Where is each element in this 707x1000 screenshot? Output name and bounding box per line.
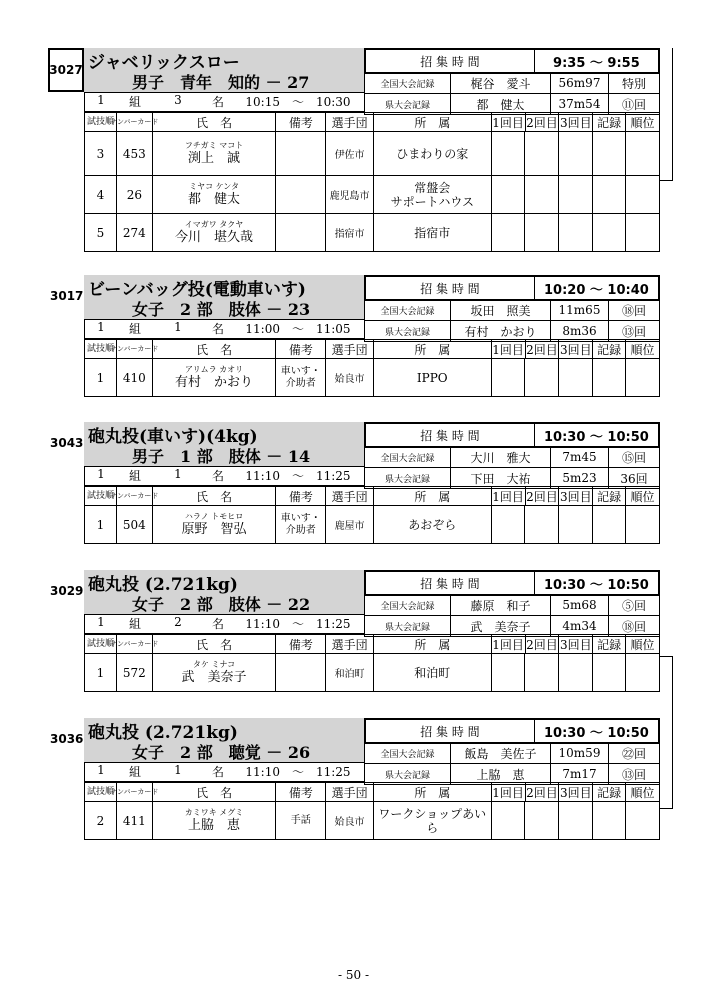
national-record-holder: 大川 雅大 <box>451 447 551 467</box>
event-class: 女子 2 部 聴覚 － 26 <box>132 743 311 762</box>
athlete-affiliation: 指宿市 <box>374 214 492 251</box>
header-rank: 順位 <box>630 342 655 357</box>
header-record: 記録 <box>593 487 626 505</box>
header-card: ナンバーカード <box>117 487 153 505</box>
athlete-name-cell <box>153 214 277 251</box>
header-order: 試技順 <box>85 113 117 131</box>
prefectural-record-label: 県大会記録 <box>365 94 451 114</box>
header-affiliation: 所 属 <box>374 783 492 801</box>
athlete-note <box>276 132 326 175</box>
rank-cell[interactable] <box>626 654 659 691</box>
record-cell[interactable] <box>593 176 626 213</box>
athlete-name-cell <box>153 654 277 691</box>
national-record-holder: 坂田 照美 <box>451 300 551 320</box>
records-box <box>364 275 660 342</box>
round1-cell[interactable] <box>492 654 526 691</box>
group-label: 組 <box>128 95 141 109</box>
athlete-affiliation: ワークショップあいら <box>374 802 492 839</box>
round2-cell[interactable] <box>525 176 559 213</box>
national-record-mark: 10m59 <box>551 743 609 763</box>
prefectural-record-row <box>365 616 659 636</box>
athlete-card-number: 411 <box>117 802 153 839</box>
header-order: 試技順 <box>85 487 117 505</box>
bracket-tick <box>660 656 673 657</box>
header-round1: 1回目 <box>492 340 526 358</box>
athlete-name: 有村 かおり <box>175 374 254 390</box>
group-row <box>84 319 364 339</box>
prefectural-record-mark: 4m34 <box>551 616 609 636</box>
header-team: 選手団 <box>326 635 374 653</box>
national-record-round: 特別 <box>621 76 646 91</box>
prefectural-record-label: 県大会記録 <box>365 616 451 636</box>
count-label: 名 <box>211 95 224 109</box>
event-title: 砲丸投 (2.721kg) <box>88 723 238 743</box>
athlete-team: 鹿児島市 <box>326 176 374 213</box>
national-record-mark: 56m97 <box>551 73 609 93</box>
prefectural-record-mark: 8m36 <box>551 321 609 341</box>
athlete-affiliation: あおぞら <box>374 506 492 543</box>
header-round2: 2回目 <box>526 783 560 801</box>
header-round2: 2回目 <box>526 635 560 653</box>
record-cell[interactable] <box>593 359 626 396</box>
group-row <box>84 762 364 782</box>
header-note: 備考 <box>276 340 326 358</box>
prefectural-record-round: ⑱回 <box>621 619 646 634</box>
round2-cell[interactable] <box>525 359 559 396</box>
athlete-affiliation: 和泊町 <box>374 654 492 691</box>
count-label: 名 <box>211 765 224 779</box>
event-number: 3036 <box>50 732 84 746</box>
athlete-note <box>276 214 326 251</box>
prefectural-record-mark: 5m23 <box>551 468 609 488</box>
header-card: ナンバーカード <box>117 340 153 358</box>
rank-cell[interactable] <box>626 506 659 543</box>
round3-cell[interactable] <box>559 214 593 251</box>
athlete-row <box>84 359 660 397</box>
group-count: 1 <box>174 763 182 777</box>
athlete-name: 上脇 恵 <box>188 817 241 833</box>
column-header <box>84 634 660 654</box>
records-box <box>364 422 660 489</box>
event-class: 女子 2 部 肢体 － 22 <box>132 595 311 614</box>
athlete-team: 和泊町 <box>326 654 374 691</box>
records-box <box>364 718 660 785</box>
header-note: 備考 <box>276 783 326 801</box>
round1-cell[interactable] <box>492 176 526 213</box>
round1-cell[interactable] <box>492 506 526 543</box>
records-box <box>364 570 660 637</box>
athlete-row <box>84 654 660 692</box>
round1-cell[interactable] <box>492 132 526 175</box>
athlete-name: 今川 堪久哉 <box>175 229 254 245</box>
prefectural-record-holder: 下田 大祐 <box>451 468 551 488</box>
athlete-kana: フチガミ マコト <box>184 140 244 150</box>
record-cell[interactable] <box>593 654 626 691</box>
callup-time: 10:30 ～ 10:50 <box>544 725 649 741</box>
national-record-mark: 7m45 <box>551 447 609 467</box>
athlete-row <box>84 132 660 176</box>
group-number: 1 <box>97 615 105 629</box>
group-time: 11:10 ～ 11:25 <box>245 469 351 483</box>
athlete-note <box>276 654 326 691</box>
group-number: 1 <box>97 93 105 107</box>
athlete-order: 1 <box>85 654 117 691</box>
header-rank: 順位 <box>630 785 655 800</box>
callup-label: 招 集 時 間 <box>366 277 535 299</box>
group-time: 11:10 ～ 11:25 <box>245 617 351 631</box>
athlete-name-cell <box>153 506 277 543</box>
athlete-order: 2 <box>85 802 117 839</box>
group-number: 1 <box>97 763 105 777</box>
event-number: 3029 <box>50 584 84 598</box>
prefectural-record-label: 県大会記録 <box>365 468 451 488</box>
event-title-box <box>84 275 364 319</box>
header-note: 備考 <box>276 113 326 131</box>
athlete-kana: アリムラ カオリ <box>184 364 244 374</box>
athlete-kana: カミワキ メグミ <box>184 807 244 817</box>
national-record-mark: 11m65 <box>551 300 609 320</box>
round3-cell[interactable] <box>559 506 593 543</box>
athlete-name: 都 健太 <box>188 191 241 207</box>
rank-cell[interactable] <box>626 802 659 839</box>
athlete-card-number: 504 <box>117 506 153 543</box>
group-number: 1 <box>97 320 105 334</box>
callup-time: 10:30 ～ 10:50 <box>544 577 649 593</box>
count-label: 名 <box>211 322 224 336</box>
header-name: 氏 名 <box>153 783 277 801</box>
header-order: 試技順 <box>85 783 117 801</box>
event-title: ビーンバッグ投(電動車いす) <box>88 280 306 300</box>
header-team: 選手団 <box>326 113 374 131</box>
event-number: 3017 <box>50 289 84 303</box>
group-label: 組 <box>128 322 141 336</box>
athlete-affiliation: ひまわりの家 <box>374 132 492 175</box>
callup-label: 招 集 時 間 <box>366 424 535 446</box>
records-box <box>364 48 660 115</box>
column-header <box>84 112 660 132</box>
athlete-note: 車いす・ 介助者 <box>276 506 326 543</box>
event-class: 男子 1 部 肢体 － 14 <box>132 447 311 466</box>
header-order: 試技順 <box>85 340 117 358</box>
athlete-team: 伊佐市 <box>326 132 374 175</box>
group-row <box>84 92 364 112</box>
round2-cell[interactable] <box>525 654 559 691</box>
event-title: 砲丸投 (2.721kg) <box>88 575 238 595</box>
national-record-label: 全国大会記録 <box>365 300 451 320</box>
column-header <box>84 486 660 506</box>
round2-cell[interactable] <box>525 506 559 543</box>
group-time: 10:15 ～ 10:30 <box>245 95 351 109</box>
prefectural-record-row <box>365 764 659 784</box>
national-record-label: 全国大会記録 <box>365 743 451 763</box>
header-round1: 1回目 <box>492 487 526 505</box>
header-note: 備考 <box>276 635 326 653</box>
group-row <box>84 466 364 486</box>
athlete-row <box>84 802 660 840</box>
athlete-team: 姶良市 <box>326 359 374 396</box>
record-cell[interactable] <box>593 132 626 175</box>
group-count: 1 <box>174 467 182 481</box>
athlete-order: 4 <box>85 176 117 213</box>
athlete-card-number: 453 <box>117 132 153 175</box>
round3-cell[interactable] <box>559 132 593 175</box>
header-rank: 順位 <box>630 489 655 504</box>
event-class: 女子 2 部 肢体 － 23 <box>132 300 311 319</box>
national-record-label: 全国大会記録 <box>365 73 451 93</box>
prefectural-record-holder: 武 美奈子 <box>451 616 551 636</box>
prefectural-record-row <box>365 321 659 341</box>
group-count: 1 <box>174 320 182 334</box>
prefectural-record-round: ⑬回 <box>621 767 646 782</box>
athlete-card-number: 26 <box>117 176 153 213</box>
bracket-line <box>672 48 673 180</box>
athlete-order: 5 <box>85 214 117 251</box>
athlete-name-cell <box>153 359 277 396</box>
event-class: 男子 青年 知的 － 27 <box>132 73 310 92</box>
callup-time: 10:20 ～ 10:40 <box>544 282 649 298</box>
athlete-card-number: 274 <box>117 214 153 251</box>
header-affiliation: 所 属 <box>374 487 492 505</box>
rank-cell[interactable] <box>626 214 659 251</box>
athlete-team: 姶良市 <box>326 802 374 839</box>
national-record-label: 全国大会記録 <box>365 595 451 615</box>
athlete-row <box>84 506 660 544</box>
national-record-round: ㉒回 <box>621 746 646 761</box>
prefectural-record-holder: 有村 かおり <box>451 321 551 341</box>
callup-label: 招 集 時 間 <box>366 720 535 742</box>
group-label: 組 <box>128 617 141 631</box>
header-name: 氏 名 <box>153 487 277 505</box>
prefectural-record-row <box>365 94 659 114</box>
header-record: 記録 <box>593 113 626 131</box>
athlete-row <box>84 176 660 214</box>
prefectural-record-holder: 都 健太 <box>451 94 551 114</box>
national-record-row <box>365 447 659 468</box>
header-card: ナンバーカード <box>117 113 153 131</box>
prefectural-record-round: ⑪回 <box>621 97 646 112</box>
prefectural-record-row <box>365 468 659 488</box>
header-name: 氏 名 <box>153 635 277 653</box>
callup-label: 招 集 時 間 <box>366 572 535 594</box>
athlete-name-cell <box>153 176 277 213</box>
header-note: 備考 <box>276 487 326 505</box>
round1-cell[interactable] <box>492 359 526 396</box>
header-round1: 1回目 <box>492 635 526 653</box>
national-record-row <box>365 300 659 321</box>
header-round2: 2回目 <box>526 340 560 358</box>
national-record-label: 全国大会記録 <box>365 447 451 467</box>
bracket-tick <box>660 808 673 809</box>
group-row <box>84 614 364 634</box>
athlete-name-cell <box>153 802 277 839</box>
header-round1: 1回目 <box>492 113 526 131</box>
national-record-holder: 梶谷 愛斗 <box>451 73 551 93</box>
header-affiliation: 所 属 <box>374 340 492 358</box>
round3-cell[interactable] <box>559 802 593 839</box>
prefectural-record-label: 県大会記録 <box>365 321 451 341</box>
national-record-row <box>365 743 659 764</box>
national-record-round: ⑤回 <box>621 598 646 613</box>
round2-cell[interactable] <box>525 802 559 839</box>
group-count: 2 <box>174 615 182 629</box>
header-round1: 1回目 <box>492 783 526 801</box>
round3-cell[interactable] <box>559 176 593 213</box>
callup-label: 招 集 時 間 <box>366 50 535 72</box>
round3-cell[interactable] <box>559 359 593 396</box>
header-rank: 順位 <box>630 637 655 652</box>
athlete-team: 鹿屋市 <box>326 506 374 543</box>
group-time: 11:10 ～ 11:25 <box>245 765 351 779</box>
athlete-order: 3 <box>85 132 117 175</box>
event-title-box <box>84 48 364 92</box>
athlete-name: 渕上 誠 <box>188 150 241 166</box>
header-affiliation: 所 属 <box>374 635 492 653</box>
header-round2: 2回目 <box>526 113 560 131</box>
prefectural-record-label: 県大会記録 <box>365 764 451 784</box>
callup-time: 9:35 ～ 9:55 <box>553 55 640 71</box>
column-header <box>84 339 660 359</box>
round1-cell[interactable] <box>492 802 526 839</box>
group-time: 11:00 ～ 11:05 <box>245 322 351 336</box>
header-card: ナンバーカード <box>117 783 153 801</box>
athlete-name: 原野 智弘 <box>181 521 247 537</box>
athlete-order: 1 <box>85 359 117 396</box>
athlete-kana: タケ ミナコ <box>192 659 236 669</box>
header-rank: 順位 <box>630 115 655 130</box>
header-round3: 3回目 <box>559 635 593 653</box>
prefectural-record-holder: 上脇 恵 <box>451 764 551 784</box>
header-record: 記録 <box>593 340 626 358</box>
event-title-box <box>84 570 364 614</box>
record-cell[interactable] <box>593 506 626 543</box>
header-name: 氏 名 <box>153 340 277 358</box>
header-round3: 3回目 <box>559 783 593 801</box>
header-record: 記録 <box>593 635 626 653</box>
athlete-name-cell <box>153 132 277 175</box>
bracket-tick <box>660 180 673 181</box>
national-record-holder: 飯島 美佐子 <box>451 743 551 763</box>
header-round3: 3回目 <box>559 487 593 505</box>
athlete-affiliation: IPPO <box>374 359 492 396</box>
count-label: 名 <box>211 617 224 631</box>
header-card: ナンバーカード <box>117 635 153 653</box>
header-name: 氏 名 <box>153 113 277 131</box>
national-record-row <box>365 595 659 616</box>
header-record: 記録 <box>593 783 626 801</box>
athlete-card-number: 572 <box>117 654 153 691</box>
group-label: 組 <box>128 469 141 483</box>
header-team: 選手団 <box>326 340 374 358</box>
national-record-round: ⑱回 <box>621 303 646 318</box>
rank-cell[interactable] <box>626 132 659 175</box>
prefectural-record-round: 36回 <box>620 471 648 486</box>
header-round3: 3回目 <box>559 113 593 131</box>
event-title-box <box>84 422 364 466</box>
round1-cell[interactable] <box>492 214 526 251</box>
athlete-card-number: 410 <box>117 359 153 396</box>
header-round3: 3回目 <box>559 340 593 358</box>
prefectural-record-round: ⑬回 <box>621 324 646 339</box>
prefectural-record-mark: 7m17 <box>551 764 609 784</box>
athlete-order: 1 <box>85 506 117 543</box>
page-number: - 50 - <box>337 968 369 982</box>
prefectural-record-mark: 37m54 <box>551 94 609 114</box>
athlete-kana: ミヤコ ケンタ <box>189 181 239 191</box>
round2-cell[interactable] <box>525 214 559 251</box>
national-record-holder: 藤原 和子 <box>451 595 551 615</box>
bracket-line <box>672 656 673 808</box>
national-record-mark: 5m68 <box>551 595 609 615</box>
athlete-kana: ハラノ トモヒロ <box>184 511 244 521</box>
event-title-box <box>84 718 364 762</box>
group-label: 組 <box>128 765 141 779</box>
count-label: 名 <box>211 469 224 483</box>
event-number: 3027 <box>49 63 83 77</box>
header-order: 試技順 <box>85 635 117 653</box>
callup-time: 10:30 ～ 10:50 <box>544 429 649 445</box>
event-number-box <box>48 48 84 92</box>
event-title: 砲丸投(車いす)(4kg) <box>88 427 258 447</box>
national-record-round: ⑮回 <box>621 450 646 465</box>
header-team: 選手団 <box>326 487 374 505</box>
record-cell[interactable] <box>593 802 626 839</box>
athlete-row <box>84 214 660 252</box>
record-cell[interactable] <box>593 214 626 251</box>
athlete-name: 武 美奈子 <box>181 669 247 685</box>
athlete-affiliation: 常盤会 サポートハウス <box>374 176 492 213</box>
rank-cell[interactable] <box>626 176 659 213</box>
athlete-note: 車いす・ 介助者 <box>276 359 326 396</box>
athlete-kana: イマガワ タクヤ <box>184 219 244 229</box>
rank-cell[interactable] <box>626 359 659 396</box>
round3-cell[interactable] <box>559 654 593 691</box>
header-round2: 2回目 <box>526 487 560 505</box>
round2-cell[interactable] <box>525 132 559 175</box>
header-affiliation: 所 属 <box>374 113 492 131</box>
group-count: 3 <box>174 93 182 107</box>
national-record-row <box>365 73 659 94</box>
group-number: 1 <box>97 467 105 481</box>
column-header <box>84 782 660 802</box>
header-team: 選手団 <box>326 783 374 801</box>
athlete-note <box>276 176 326 213</box>
athlete-team: 指宿市 <box>326 214 374 251</box>
event-title: ジャベリックスロー <box>88 53 240 73</box>
athlete-note: 手話 <box>276 802 326 839</box>
event-number: 3043 <box>50 436 84 450</box>
